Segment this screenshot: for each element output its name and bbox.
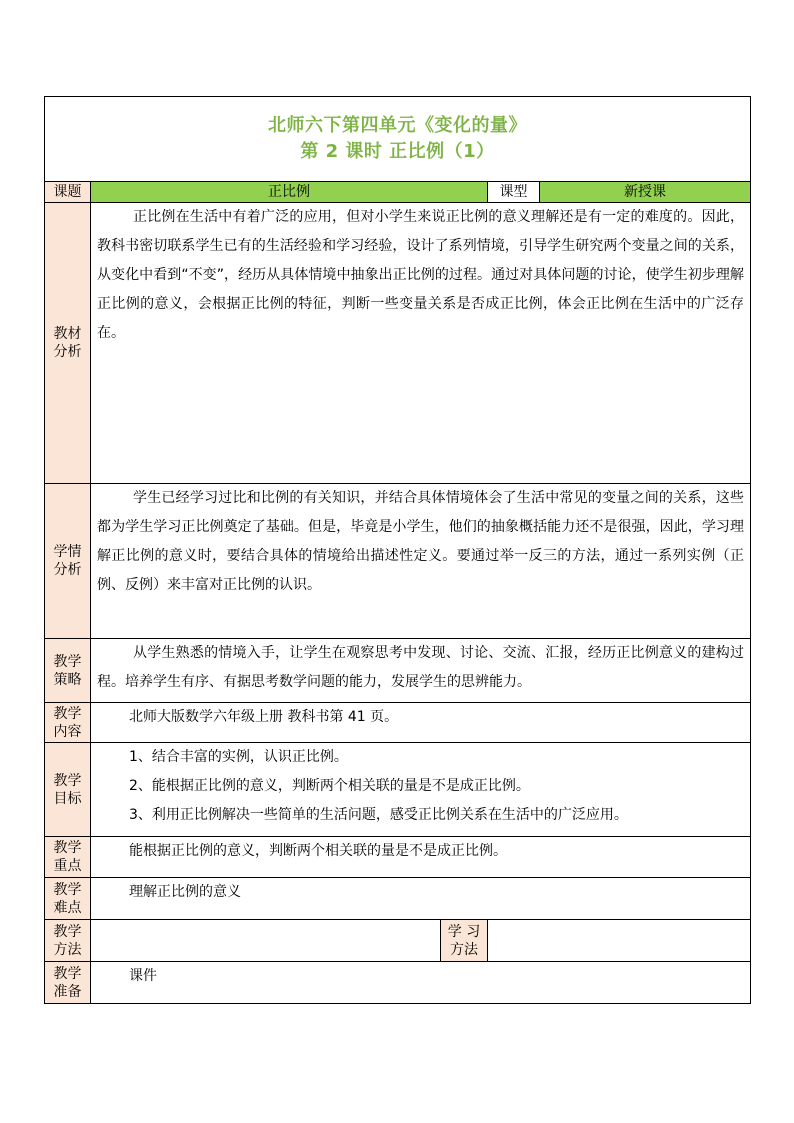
difficulties-label: 教学 难点 bbox=[45, 878, 91, 920]
methods-row bbox=[45, 920, 751, 962]
textbook-analysis-text: 正比例在生活中有着广泛的应用，但对小学生来说正比例的意义理解还是有一定的难度的。因此，教科书密切联系学生已有的生活经验和学习经验，设计了系列情境，引导学生研究两个变量之间的关系，从变化中看到“不变”，经历从具体情境中抽象出正比例的过程。通过对具体问题的讨论，使学生初步理解正比例的意义，会根据正比例的特征，判断一些变量关系是否成正比例，体会正比例在生活中的广泛存在。 bbox=[91, 203, 751, 484]
student-analysis-label: 学情 分析 bbox=[45, 484, 91, 639]
teaching-methods-value bbox=[91, 920, 441, 962]
student-analysis-text: 学生已经学习过比和比例的有关知识，并结合具体情境体会了生活中常见的变量之间的关系，这些都为学生学习正比例奠定了基础。但是，毕竟是小学生，他们的抽象概括能力还不是很强，因此，学习理解正比例的意义时，要结合具体的情境给出描述性定义。要通过举一反三的方法，通过一系列实例（正例、反例）来丰富对正比例的认识。 bbox=[91, 484, 751, 639]
textbook-analysis-row bbox=[45, 203, 751, 484]
lesson-plan-sheet bbox=[44, 96, 750, 1004]
preparation-row bbox=[45, 962, 751, 1004]
page-subtitle: 第 2 课时 正比例（1） bbox=[300, 141, 495, 162]
goal-item: 3、利用正比例解决一些简单的生活问题，感受正比例关系在生活中的广泛应用。 bbox=[129, 807, 628, 823]
strategy-row bbox=[45, 639, 751, 703]
difficulties-text: 理解正比例的意义 bbox=[91, 878, 751, 920]
page-title: 北师六下第四单元《变化的量》 bbox=[268, 115, 527, 136]
goal-item: 1、结合丰富的实例，认识正比例。 bbox=[129, 749, 348, 765]
goal-item: 2、能根据正比例的意义，判断两个相关联的量是不是成正比例。 bbox=[129, 778, 530, 794]
topic-value: 正比例 bbox=[91, 182, 488, 203]
difficulties-row bbox=[45, 878, 751, 920]
strategy-text: 从学生熟悉的情境入手，让学生在观察思考中发现、讨论、交流、汇报，经历正比例意义的建构过程。培养学生有序、有据思考数学问题的能力，发展学生的思辨能力。 bbox=[91, 639, 751, 703]
title-cell bbox=[45, 97, 751, 182]
key-points-text: 能根据正比例的意义，判断两个相关联的量是不是成正比例。 bbox=[91, 837, 751, 878]
strategy-label: 教学 策略 bbox=[45, 639, 91, 703]
type-value: 新授课 bbox=[540, 182, 751, 203]
content-row bbox=[45, 703, 751, 743]
textbook-analysis-label: 教材 分析 bbox=[45, 203, 91, 484]
goals-list bbox=[91, 743, 751, 837]
content-label: 教学 内容 bbox=[45, 703, 91, 743]
type-label: 课型 bbox=[488, 182, 540, 203]
goals-row bbox=[45, 743, 751, 837]
goals-label: 教学 目标 bbox=[45, 743, 91, 837]
preparation-text: 课件 bbox=[91, 962, 751, 1004]
key-points-label: 教学 重点 bbox=[45, 837, 91, 878]
title-row bbox=[45, 97, 751, 182]
study-methods-label: 学 习 方法 bbox=[441, 920, 488, 962]
topic-label: 课题 bbox=[45, 182, 91, 203]
preparation-label: 教学 准备 bbox=[45, 962, 91, 1004]
content-text: 北师大版数学六年级上册 教科书第 41 页。 bbox=[91, 703, 751, 743]
student-analysis-row bbox=[45, 484, 751, 639]
teaching-methods-label: 教学 方法 bbox=[45, 920, 91, 962]
key-points-row bbox=[45, 837, 751, 878]
lesson-plan-table bbox=[44, 96, 751, 1004]
study-methods-value bbox=[488, 920, 751, 962]
topic-row bbox=[45, 182, 751, 203]
